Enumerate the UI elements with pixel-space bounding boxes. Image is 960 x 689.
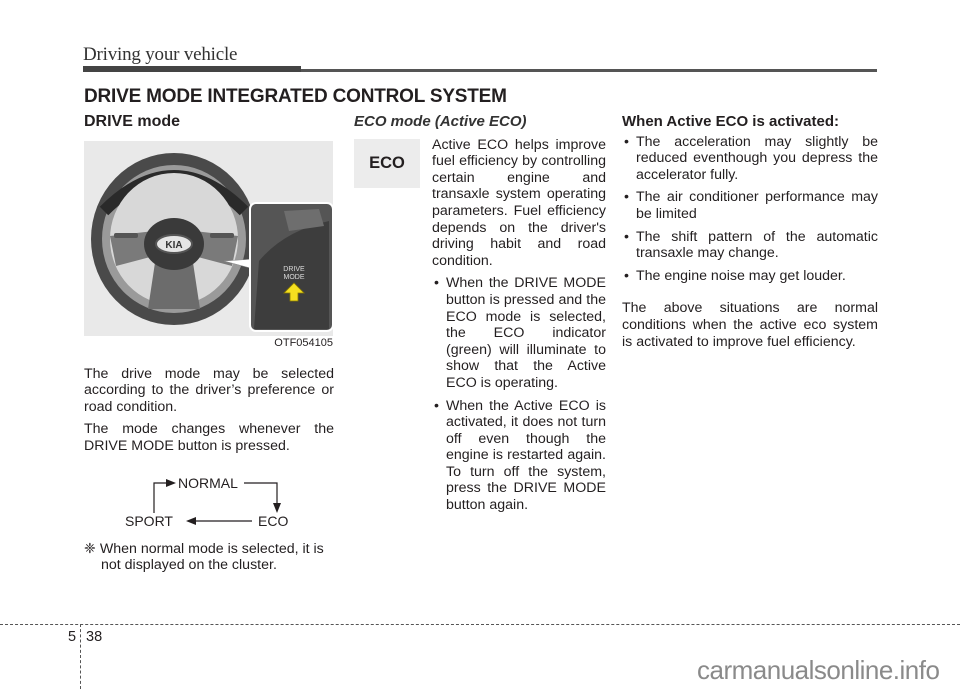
eco-effects-list: [622, 134, 878, 285]
steering-wheel-illustration: [84, 141, 333, 349]
list-item: • When the DRIVE MODE button is pressed and the ECO mode is selected, the ECO indicator (green) will illuminate to show that the Active ECO is operating.: [432, 275, 606, 391]
list-item: • The engine noise may get louder.: [622, 268, 878, 285]
steering-wheel-icon: [84, 141, 333, 336]
list-item: • The air conditioner performance may be limited: [622, 189, 878, 222]
cluster-note: ❈ When normal mode is selected, it is not displayed on the cluster.: [84, 540, 324, 574]
header-rule-thin: [301, 69, 877, 72]
list-item: • The shift pattern of the automatic transaxle may change.: [622, 229, 878, 262]
watermark: carmanualsonline.info: [697, 655, 940, 685]
column-drive-mode: [84, 112, 334, 580]
cycle-arrows-icon: [84, 463, 334, 527]
eco-indicator-badge: ECO: [354, 139, 420, 188]
page-number: 38: [86, 629, 103, 645]
eco-summary: The above situations are normal conditions when the active eco system is activated to improve fuel efficiency.: [622, 300, 878, 350]
cycle-normal-label: NORMAL: [178, 474, 238, 491]
paragraph: The mode changes whenever the DRIVE MODE button is pressed.: [84, 421, 334, 454]
drive-mode-heading: DRIVE mode: [84, 113, 181, 130]
column-eco-effects: [622, 112, 878, 356]
eco-intro: Active ECO helps improve fuel efficiency by controlling certain engine and transaxle system operating parameters. Fuel efficiency depends on the driver's driving habit and road condition.: [432, 136, 606, 269]
chapter-number: 5: [68, 629, 77, 645]
column-eco-mode: [354, 112, 606, 520]
list-item: • The acceleration may slightly be reduced eventhough you depress the accelerator fully.: [622, 134, 878, 184]
eco-bullet-list: [432, 275, 606, 513]
illustration-code: OTF054105: [274, 337, 333, 349]
footer-divider: [0, 624, 960, 625]
section-title: DRIVE MODE INTEGRATED CONTROL SYSTEM: [84, 86, 507, 107]
cycle-eco-label: ECO: [258, 512, 289, 529]
list-item: • When the Active ECO is activated, it does not turn off even though the engine is restarted again. To turn off the system, press the DRIVE MODE button again.: [432, 398, 606, 514]
eco-activated-heading: When Active ECO is activated:: [622, 113, 840, 130]
paragraph: The drive mode may be selected according to the driver’s preference or road condition.: [84, 365, 334, 415]
footer-vertical-divider: [80, 624, 81, 689]
eco-mode-heading: ECO mode (Active ECO): [354, 113, 527, 130]
svg-text:MODE: MODE: [283, 273, 305, 281]
cycle-sport-label: SPORT: [125, 512, 173, 529]
svg-text:KIA: KIA: [165, 239, 183, 251]
header-rule-thick: [83, 66, 301, 72]
svg-text:DRIVE: DRIVE: [283, 265, 305, 273]
mode-cycle-diagram: [84, 463, 334, 527]
chapter-title: Driving your vehicle: [83, 44, 238, 65]
